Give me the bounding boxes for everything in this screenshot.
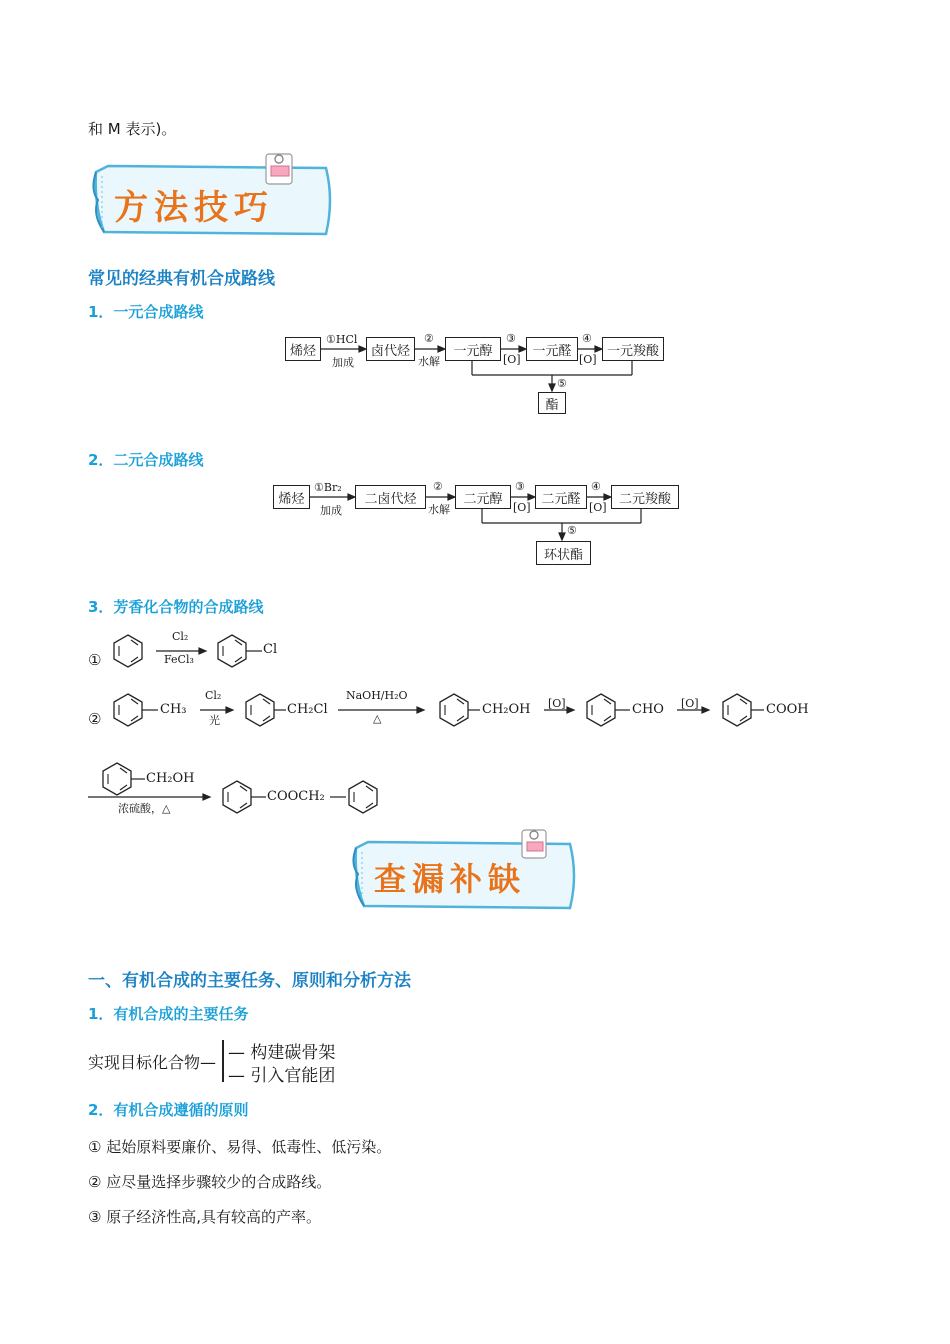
r2-box-dihalo: 二卤代烃 [355, 485, 426, 509]
r3-2-p1-sub: CH₂Cl [287, 702, 328, 717]
banner-methods-text: 方法技巧 [114, 188, 274, 228]
route1-title: 1．一元合成路线 [88, 303, 204, 321]
r1-label-3: ③ [506, 332, 516, 345]
r1-label-ox2: [O] [579, 353, 597, 366]
rule-1: ① 起始原料要廉价、易得、低毒性、低污染。 [88, 1138, 392, 1156]
r2-box-alkene: 烯烃 [273, 485, 310, 509]
r3-2-p2-sub: CH₂OH [482, 702, 531, 717]
r3-1-reagent-bottom: FeCl₃ [164, 653, 194, 666]
r3-3-condition: 浓硫酸，△ [118, 802, 171, 815]
r1-label-2: ② [424, 332, 434, 345]
r3-2-step1-top: Cl₂ [205, 689, 222, 702]
banner-review [348, 828, 580, 912]
r2-label-4: ④ [591, 480, 601, 493]
r2-label-ox2: [O] [589, 501, 607, 514]
intro-line: 和 M 表示)。 [88, 120, 177, 138]
r2-box-diol: 二元醇 [455, 485, 511, 509]
r3-2-step2-top: NaOH/H₂O [346, 689, 408, 702]
r1-label-addition: 加成 [332, 356, 354, 369]
route2-title: 2．二元合成路线 [88, 451, 204, 469]
r2-label-2: ② [433, 480, 443, 493]
r3-1-reagent-top: Cl₂ [172, 630, 189, 643]
banner-review-text: 查漏补缺 [374, 860, 527, 898]
part1-t1: 1．有机合成的主要任务 [88, 1005, 249, 1023]
part1-t2: 2．有机合成遵循的原则 [88, 1101, 249, 1119]
r1-box-alcohol: 一元醇 [445, 337, 501, 361]
task-bracket [222, 1040, 224, 1082]
section-title: 常见的经典有机合成路线 [88, 269, 275, 289]
r3-1-number: ① [88, 651, 102, 669]
r2-label-addition: 加成 [320, 504, 342, 517]
r3-2-p3-sub: CHO [632, 702, 664, 717]
r1-box-ester: 酯 [538, 392, 566, 414]
r3-2-step1-bottom: 光 [209, 714, 220, 727]
r1-label-5: ⑤ [557, 377, 567, 390]
r2-box-diacid: 二元羧酸 [611, 485, 679, 509]
r3-1-product-sub: Cl [263, 642, 278, 657]
r1-box-aldehyde: 一元醛 [526, 337, 578, 361]
r1-label-hydrolysis: 水解 [418, 355, 440, 368]
r1-box-alkene: 烯烃 [285, 337, 321, 361]
r1-box-acid: 一元羧酸 [602, 337, 664, 361]
rule-2: ② 应尽量选择步骤较少的合成路线。 [88, 1173, 332, 1191]
r2-label-hydrolysis: 水解 [428, 503, 450, 516]
r2-box-dialdehyde: 二元醛 [535, 485, 587, 509]
r2-label-ox1: [O] [513, 501, 531, 514]
r1-label-4: ④ [582, 332, 592, 345]
task-target: 实现目标化合物— [88, 1053, 217, 1072]
task-functional-group: — 引入官能团 [228, 1066, 336, 1086]
r3-2-p4-sub: COOH [766, 702, 809, 717]
r2-box-cyclic-ester: 环状酯 [536, 541, 591, 565]
part1-title: 一、有机合成的主要任务、原则和分析方法 [88, 971, 411, 991]
rule-3: ③ 原子经济性高,具有较高的产率。 [88, 1208, 321, 1226]
r3-2-start-sub: CH₃ [160, 702, 187, 717]
r2-label-5: ⑤ [567, 524, 577, 537]
r1-label-ox1: [O] [503, 353, 521, 366]
r3-2-step3: [O] [548, 697, 566, 710]
r1-label-hcl: ①HCl [326, 333, 358, 346]
task-carbon-skeleton: — 构建碳骨架 [228, 1043, 336, 1063]
r3-3-product-sub: COOCH₂ [267, 789, 325, 804]
r3-2-number: ② [88, 710, 102, 728]
r2-label-br2: ①Br₂ [314, 481, 342, 494]
route3-title: 3．芳香化合物的合成路线 [88, 598, 264, 616]
r1-box-haloalkane: 卤代烃 [366, 337, 415, 361]
r3-2-step2-bottom: △ [373, 712, 382, 725]
r3-3-reagent-sub: CH₂OH [146, 771, 195, 786]
r3-2-step4: [O] [681, 697, 699, 710]
r2-label-3: ③ [515, 480, 525, 493]
